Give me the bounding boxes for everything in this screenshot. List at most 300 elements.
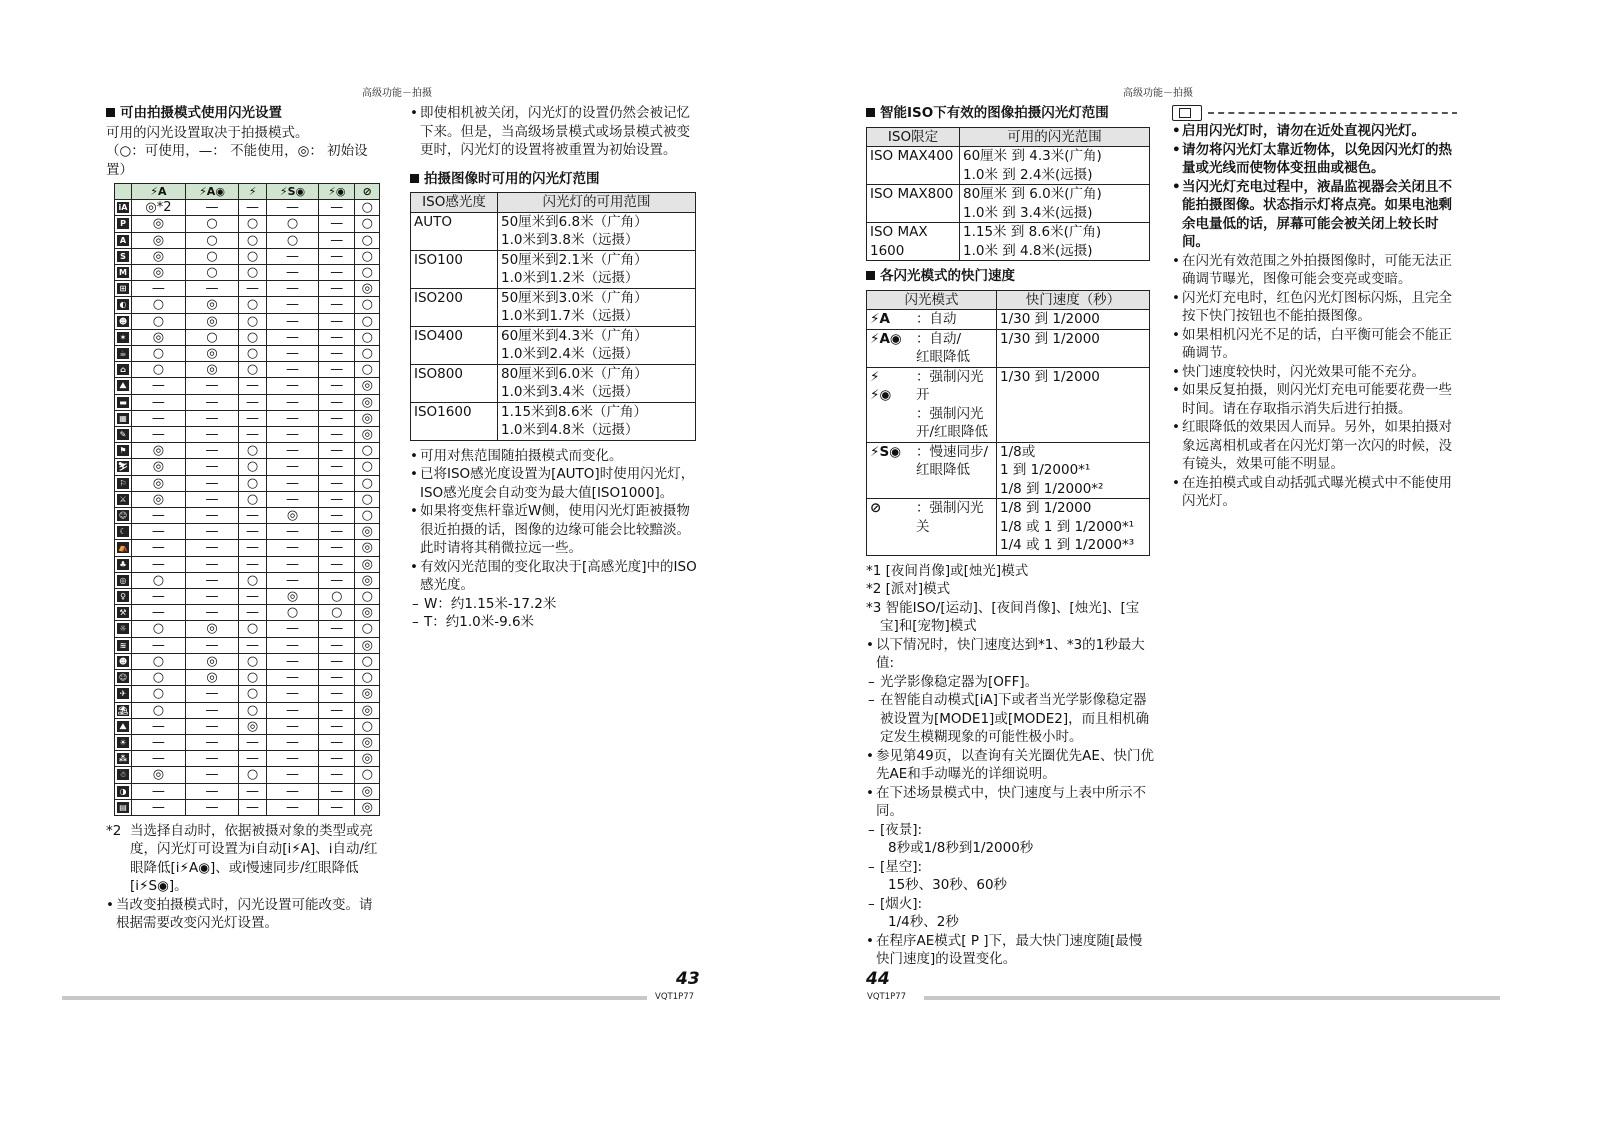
flash-table-row — [115, 248, 380, 264]
flash-cell: ○ — [355, 313, 380, 329]
flash-table-row — [115, 799, 380, 815]
flash-cell: ◎ — [355, 702, 380, 718]
flash-cell: — — [319, 540, 355, 556]
flash-cell: — — [266, 799, 318, 815]
flash-cell: ○ — [239, 216, 267, 232]
scene-icon: ▦ — [117, 413, 129, 424]
flash-cell: ○ — [239, 297, 267, 313]
flash-cell: ○ — [239, 459, 267, 475]
iso-range — [498, 364, 696, 402]
flash-cell: ○ — [239, 491, 267, 507]
flash-cell: — — [319, 281, 355, 297]
flash-cell: ○ — [239, 248, 267, 264]
iso-value: ISO800 — [411, 364, 498, 402]
flash-cell: — — [185, 508, 238, 524]
tip-item: • 在闪光有效范围之外拍摄图像时，可能无法正确调节曝光，图像可能会变亮或变暗。 — [1172, 252, 1457, 289]
iso-row — [411, 212, 696, 250]
flash-cell: — — [132, 540, 186, 556]
wide-range: 1.15米 到 8.6米(广角) — [963, 224, 1102, 240]
flash-cell: — — [266, 686, 318, 702]
flash-cell: ○ — [185, 248, 238, 264]
tip-item: • 如果反复拍摄，则闪光灯充电可能要花费一些时间。请在存取指示消失后进行拍摄。 — [1172, 381, 1457, 418]
scene-mode-icon — [115, 362, 132, 378]
note-icon — [1172, 105, 1202, 121]
flash-cell: — — [319, 556, 355, 572]
flash-cell: ◎ — [355, 281, 380, 297]
flash-cell: — — [185, 540, 238, 556]
flash-mode-name: ：自动 — [913, 310, 997, 330]
flash-cell: — — [132, 378, 186, 394]
footer-rule-right — [924, 996, 1500, 1000]
flash-cell: ○ — [239, 313, 267, 329]
flash-table-row — [115, 475, 380, 491]
flash-cell: — — [266, 751, 318, 767]
high-sens-note: • 有效闪光范围的变化取决于[高感光度]中的ISO感光度。 — [410, 558, 698, 595]
ia-mode-note: – 在智能自动模式[iA]下或者当光学影像稳定器被设置为[MODE1]或[MODE2]，而且相机确定发生模糊现象的可能性极小时。 — [866, 691, 1154, 747]
flash-cell: — — [319, 767, 355, 783]
flash-cell: ○ — [132, 362, 186, 378]
flash-table-row — [115, 410, 380, 426]
scene-mode-icon — [115, 751, 132, 767]
flash-cell: — — [239, 540, 267, 556]
scene-mode-icon — [115, 265, 132, 281]
memory-note: • 即使相机被关闭，闪光灯的设置仍然会被记忆下来。但是，当高级场景模式或场景模式被变更时，闪光灯的设置将被重置为初始设置。 — [410, 104, 698, 160]
flash-cell: — — [266, 297, 318, 313]
flash-cell: ○ — [355, 670, 380, 686]
scene-icon: ☺ — [118, 511, 128, 521]
scene-icon: ⛰ — [117, 721, 129, 732]
flash-cell: — — [239, 799, 267, 815]
tele-range: 1.0米到4.8米（远摄） — [501, 422, 639, 438]
iiso-range-header: 可用的闪光范围 — [960, 127, 1150, 147]
flash-table-row — [115, 767, 380, 783]
scene-icon: ✎ — [117, 429, 129, 440]
flash-cell: — — [185, 459, 238, 475]
flash-cell: ○ — [355, 232, 380, 248]
flash-cell: — — [319, 751, 355, 767]
scene-icon: iA — [118, 203, 128, 213]
flash-cell: — — [266, 248, 318, 264]
tele-range: 1.0米 到 4.8米(远摄) — [963, 242, 1093, 259]
range-col-header: 闪光灯的可用范围 — [498, 193, 696, 213]
flash-cell: — — [266, 767, 318, 783]
scene-mode-icon — [115, 605, 132, 621]
flash-cell: ○ — [239, 346, 267, 362]
flash-table-row — [115, 265, 380, 281]
flash-cell: — — [319, 394, 355, 410]
starry-sky-label: – [星空]: — [866, 858, 1154, 877]
flash-cell: — — [319, 783, 355, 799]
scene-icon: ♀ — [117, 591, 129, 602]
tip-item: • 当闪光灯充电过程中，液晶监视器会关闭且不能拍摄图像。状态指示灯将点亮。如果电池剩余电量低的话，屏幕可能会被关闭上较长时间。 — [1172, 178, 1457, 252]
shutter-speed: 1/30 到 1/2000 — [997, 367, 1150, 442]
tele-range: 1.0米到2.4米（远摄） — [501, 346, 639, 362]
scene-icon: ☻ — [118, 316, 128, 326]
flash-cell: — — [266, 346, 318, 362]
flash-cell: ○ — [239, 475, 267, 491]
flash-table-row — [115, 362, 380, 378]
wide-range: 80厘米 到 6.0米(广角) — [963, 186, 1102, 202]
flash-cell: ◎ — [355, 378, 380, 394]
flash-cell: ○ — [319, 589, 355, 605]
flash-cell: — — [185, 556, 238, 572]
flash-cell: ○ — [355, 508, 380, 524]
tele-range: 1.0米到1.2米（远摄） — [501, 270, 639, 286]
scene-mode-icon — [115, 248, 132, 264]
flash-cell: — — [185, 524, 238, 540]
flash-cell: — — [266, 200, 318, 216]
flash-cell: ◎ — [185, 670, 238, 686]
flash-table-row — [115, 556, 380, 572]
flash-col-header: ⊘ — [355, 184, 380, 200]
scene-icon: ⚑ — [117, 445, 129, 456]
flash-table-row — [115, 572, 380, 588]
flash-cell: ○ — [239, 653, 267, 669]
flash-cell: — — [185, 443, 238, 459]
scene-icon: P — [117, 218, 129, 229]
flash-cell: — — [319, 621, 355, 637]
range-t: – T：约1.0米-9.6米 — [410, 613, 698, 632]
dashed-line — [1208, 112, 1457, 114]
iiso-range — [960, 185, 1150, 223]
scene-icon: ☻ — [118, 656, 128, 666]
flash-cell: — — [266, 265, 318, 281]
flash-cell: — — [266, 653, 318, 669]
flash-table-row — [115, 637, 380, 653]
scene-icon: ◑ — [117, 786, 129, 797]
flash-cell: — — [319, 653, 355, 669]
tip-item: • 闪光灯充电时，红色闪光灯图标闪烁，且完全按下快门按钮也不能拍摄图像。 — [1172, 289, 1457, 326]
note-star2: *2 [派对]模式 — [866, 581, 951, 597]
flash-cell: — — [132, 605, 186, 621]
flash-cell: — — [239, 734, 267, 750]
shutter-row — [867, 367, 1150, 442]
iso-value: ISO100 — [411, 250, 498, 288]
flash-table-row — [115, 394, 380, 410]
scene-mode-icon — [115, 443, 132, 459]
flash-cell: ○ — [132, 670, 186, 686]
flash-cell: — — [266, 459, 318, 475]
shutter-speed: 1/8或 1 到 1/2000*¹ 1/8 到 1/2000*² — [997, 442, 1150, 499]
flash-cell: — — [239, 605, 267, 621]
flash-cell: — — [319, 297, 355, 313]
flash-cell: ○ — [355, 297, 380, 313]
flash-mode-icon: ⊘ — [867, 499, 914, 556]
scene-icon: ◎ — [117, 575, 129, 586]
flash-cell: ◎ — [185, 346, 238, 362]
flash-table-row — [115, 427, 380, 443]
flash-cell: ◎ — [355, 605, 380, 621]
flash-cell: ○ — [132, 313, 186, 329]
flash-cell: ◎ — [132, 443, 186, 459]
flash-cell: ○ — [355, 589, 380, 605]
flash-cell: — — [185, 200, 238, 216]
scene-icon: ⛺ — [118, 543, 128, 553]
flash-cell: ◎ — [132, 265, 186, 281]
flash-cell: — — [239, 378, 267, 394]
iso-range — [498, 326, 696, 364]
flash-table-row — [115, 491, 380, 507]
flash-cell: — — [132, 524, 186, 540]
shutter-speed: 1/8 到 1/2000 1/8 或 1 到 1/2000*¹ 1/4 或 1 到 1/2000*³ — [997, 499, 1150, 556]
flash-cell: ◎ — [239, 718, 267, 734]
right-col1 — [866, 104, 1154, 969]
flash-range-section-title: 拍摄图像时可用的闪光灯范围 — [410, 170, 698, 189]
iiso-row — [867, 223, 1150, 261]
flash-cell: — — [185, 427, 238, 443]
flash-cell: — — [319, 718, 355, 734]
tip-item: • 启用闪光灯时，请勿在近处直视闪光灯。 — [1172, 122, 1457, 141]
flash-cell: ○ — [132, 686, 186, 702]
flash-table-row — [115, 653, 380, 669]
flash-cell: ○ — [239, 232, 267, 248]
flash-cell: — — [266, 621, 318, 637]
flash-cell: — — [185, 799, 238, 815]
tip-item: • 红眼降低的效果因人而异。另外，如果拍摄对象远离相机或者在闪光灯第一次闪的时候，没有镜头，效果可能不明显。 — [1172, 418, 1457, 474]
flash-cell: — — [132, 783, 186, 799]
flash-table-row — [115, 702, 380, 718]
flash-cell: — — [132, 718, 186, 734]
flash-cell: — — [266, 443, 318, 459]
iso-value: ISO400 — [411, 326, 498, 364]
scene-mode-icon — [115, 556, 132, 572]
scene-mode-icon — [115, 572, 132, 588]
scene-mode-icon — [115, 281, 132, 297]
flash-cell: — — [266, 556, 318, 572]
flash-table-row — [115, 346, 380, 362]
flash-cell: ○ — [185, 329, 238, 345]
flash-mode-icon: ⚡ ⚡◉ — [867, 367, 914, 442]
flash-cell: — — [185, 637, 238, 653]
flash-cell: ○ — [266, 216, 318, 232]
scene-icon: ⌂ — [117, 364, 129, 375]
tele-range: 1.0米 到 3.4米(远摄) — [963, 204, 1093, 221]
flash-cell: ◎ — [355, 572, 380, 588]
shutter-speed: 1/30 到 1/2000 — [997, 329, 1150, 367]
flash-cell: — — [319, 362, 355, 378]
scene-mode-icon — [115, 459, 132, 475]
scene-mode-icon — [115, 621, 132, 637]
scene-icon: ⛷ — [117, 462, 129, 472]
scene-mode-icon — [115, 718, 132, 734]
flash-cell: — — [319, 475, 355, 491]
flash-cell: ○ — [355, 443, 380, 459]
night-scene-label: – [夜景]: — [866, 821, 1154, 840]
scene-mode-icon — [115, 508, 132, 524]
iso-row — [411, 288, 696, 326]
scene-mode-icon — [115, 540, 132, 556]
flash-cell: — — [185, 767, 238, 783]
flash-cell: — — [185, 783, 238, 799]
flash-cell: — — [132, 589, 186, 605]
page-number-left: 43 — [676, 969, 700, 989]
flash-cell: ○ — [355, 200, 380, 216]
flash-cell: — — [185, 281, 238, 297]
scene-icon: ⛱ — [117, 705, 129, 715]
flash-cell: ◎ — [185, 653, 238, 669]
flash-table-row — [115, 751, 380, 767]
wide-range: 60厘米 到 4.3米(广角) — [963, 148, 1102, 164]
wide-range: 80厘米到6.0米（广角） — [501, 365, 648, 382]
flash-table-row — [115, 329, 380, 345]
flash-cell: — — [185, 605, 238, 621]
flash-cell: — — [319, 313, 355, 329]
flash-table-row — [115, 216, 380, 232]
flash-cell: — — [266, 702, 318, 718]
scene-mode-icon — [115, 216, 132, 232]
flash-cell: — — [132, 637, 186, 653]
scene-mode-icon — [115, 767, 132, 783]
flash-cell: — — [319, 248, 355, 264]
scene-mode-icon — [115, 232, 132, 248]
flash-table-row — [115, 297, 380, 313]
note-icon-row — [1172, 104, 1457, 122]
flash-mode-header: 闪光模式 — [867, 290, 997, 310]
flash-cell: ◎ — [185, 297, 238, 313]
flash-mode-legend: （○：可使用，—： 不能使用，◎： 初始设置） — [106, 143, 368, 178]
scene-mode-icon — [115, 686, 132, 702]
right-header: 高级功能－拍摄 — [1123, 88, 1193, 99]
range-w: – W：约1.15米-17.2米 — [410, 595, 698, 614]
flash-cell: — — [132, 394, 186, 410]
wide-range: 60厘米到4.3米（广角） — [501, 327, 648, 344]
flash-cell: ◎ — [355, 410, 380, 426]
flash-mode-icon: ⚡A — [867, 310, 914, 330]
scene-mode-icon — [115, 394, 132, 410]
flash-cell: — — [239, 556, 267, 572]
flash-cell: ○ — [355, 248, 380, 264]
flash-cell: ○ — [239, 686, 267, 702]
iiso-range — [960, 223, 1150, 261]
flash-cell: — — [319, 670, 355, 686]
iso-row — [411, 326, 696, 364]
flash-cell: — — [185, 718, 238, 734]
scene-mode-icon — [115, 491, 132, 507]
flash-cell: — — [319, 265, 355, 281]
flash-cell: ◎ — [132, 475, 186, 491]
tele-range: 1.0米到1.7米（远摄） — [501, 308, 639, 324]
scene-icon: ✶ — [117, 332, 129, 343]
flash-cell: — — [319, 702, 355, 718]
flash-cell: — — [266, 670, 318, 686]
flash-cell: ◎ — [132, 248, 186, 264]
iso-value: ISO200 — [411, 288, 498, 326]
flash-cell: ○ — [266, 232, 318, 248]
scene-mode-icon — [115, 200, 132, 216]
flash-cell: ◎ — [355, 686, 380, 702]
footer-rule-left — [62, 996, 647, 1000]
flash-col-header: ⚡ — [239, 184, 267, 200]
flash-cell: ◎ — [355, 427, 380, 443]
scene-mode-icon — [115, 410, 132, 426]
flash-cell: — — [239, 281, 267, 297]
footnote-2-text: 当选择自动时，依据被摄对象的类型或亮度，闪光灯可设置为i自动[i⚡A]、i自动/红眼降低[i⚡A◉]、或i慢速同步/红眼降低[i⚡S◉]。 — [130, 822, 378, 895]
wide-range: 50厘米到3.0米（广角） — [501, 289, 648, 306]
flash-cell: — — [319, 637, 355, 653]
tele-range: 1.0米到3.8米（远摄） — [501, 232, 639, 248]
scene-mode-icon — [115, 524, 132, 540]
flash-cell: ○ — [239, 702, 267, 718]
iso-value: ISO1600 — [411, 402, 498, 440]
flash-cell: ◎ — [355, 637, 380, 653]
flash-cell: — — [239, 410, 267, 426]
flash-cell: — — [266, 783, 318, 799]
flash-cell: — — [185, 589, 238, 605]
flash-cell: — — [239, 394, 267, 410]
flash-table-row — [115, 459, 380, 475]
flash-cell: ○ — [319, 605, 355, 621]
flash-table-row — [115, 734, 380, 750]
flash-cell: — — [185, 751, 238, 767]
scene-mode-icon — [115, 329, 132, 345]
flash-cell: ◎ — [355, 394, 380, 410]
iso-col-header: ISO感光度 — [411, 193, 498, 213]
flash-cell: ○ — [132, 346, 186, 362]
iso-range — [498, 288, 696, 326]
scene-mode-icon — [115, 653, 132, 669]
flash-table-row — [115, 508, 380, 524]
scene-diff-note: • 在下述场景模式中，快门速度与上表中所示不同。 — [866, 784, 1154, 821]
flash-cell: — — [132, 427, 186, 443]
flash-cell: ○ — [239, 265, 267, 281]
flash-cell: ○ — [239, 329, 267, 345]
scene-icon: ☾ — [117, 526, 129, 537]
flash-table-row — [115, 783, 380, 799]
tip-item: • 如果相机闪光不足的话，白平衡可能会不能正确调节。 — [1172, 326, 1457, 363]
flash-cell: ○ — [355, 621, 380, 637]
flash-cell: ◎ — [185, 362, 238, 378]
flash-col-header: ⚡A◉ — [185, 184, 238, 200]
flash-cell: ○ — [355, 767, 380, 783]
program-ae-note: • 在程序AE模式[ P ]下，最大快门速度随[最慢快门速度]的设置变化。 — [866, 932, 1154, 969]
flash-cell: — — [185, 734, 238, 750]
flash-cell: — — [132, 556, 186, 572]
flash-cell: — — [239, 508, 267, 524]
flash-cell: — — [266, 362, 318, 378]
iso-auto-note: • 已将ISO感光度设置为[AUTO]时使用闪光灯，ISO感光度会自动变为最大值[ISO1000]。 — [410, 465, 698, 502]
flash-cell: ◎ — [132, 459, 186, 475]
scene-mode-icon — [115, 670, 132, 686]
left-header: 高级功能－拍摄 — [362, 88, 432, 99]
focus-range-note: • 可用对焦范围随拍摄模式而变化。 — [410, 447, 698, 466]
intelligent-iso-section-title: 智能ISO下有效的图像拍摄闪光灯范围 — [866, 104, 1154, 123]
left-col1 — [106, 104, 381, 933]
iso-limit-header: ISO限定 — [867, 127, 960, 147]
tele-range: 1.0米到3.4米（远摄） — [501, 384, 639, 400]
flash-cell: ◎ — [132, 232, 186, 248]
flash-cell: — — [319, 346, 355, 362]
scene-mode-icon — [115, 297, 132, 313]
flash-cell: ◎ — [355, 799, 380, 815]
starry-sky-value: 15秒、30秒、60秒 — [888, 877, 1008, 893]
flash-table-row — [115, 605, 380, 621]
flash-cell: ○ — [355, 329, 380, 345]
flash-mode-icon: ⚡A◉ — [867, 329, 914, 367]
scene-icon: ♣ — [117, 559, 129, 570]
flash-cell: — — [132, 799, 186, 815]
flash-cell: ◎ — [355, 783, 380, 799]
flash-table-row — [115, 281, 380, 297]
page-number-right: 44 — [866, 969, 890, 989]
flash-cell: ○ — [355, 491, 380, 507]
flash-cell: — — [266, 524, 318, 540]
flash-cell: ○ — [239, 621, 267, 637]
flash-cell: — — [319, 410, 355, 426]
flash-cell: — — [319, 329, 355, 345]
flash-cell: ○ — [132, 572, 186, 588]
iso-limit: ISO MAX 1600 — [867, 223, 960, 261]
flash-cell: — — [266, 378, 318, 394]
